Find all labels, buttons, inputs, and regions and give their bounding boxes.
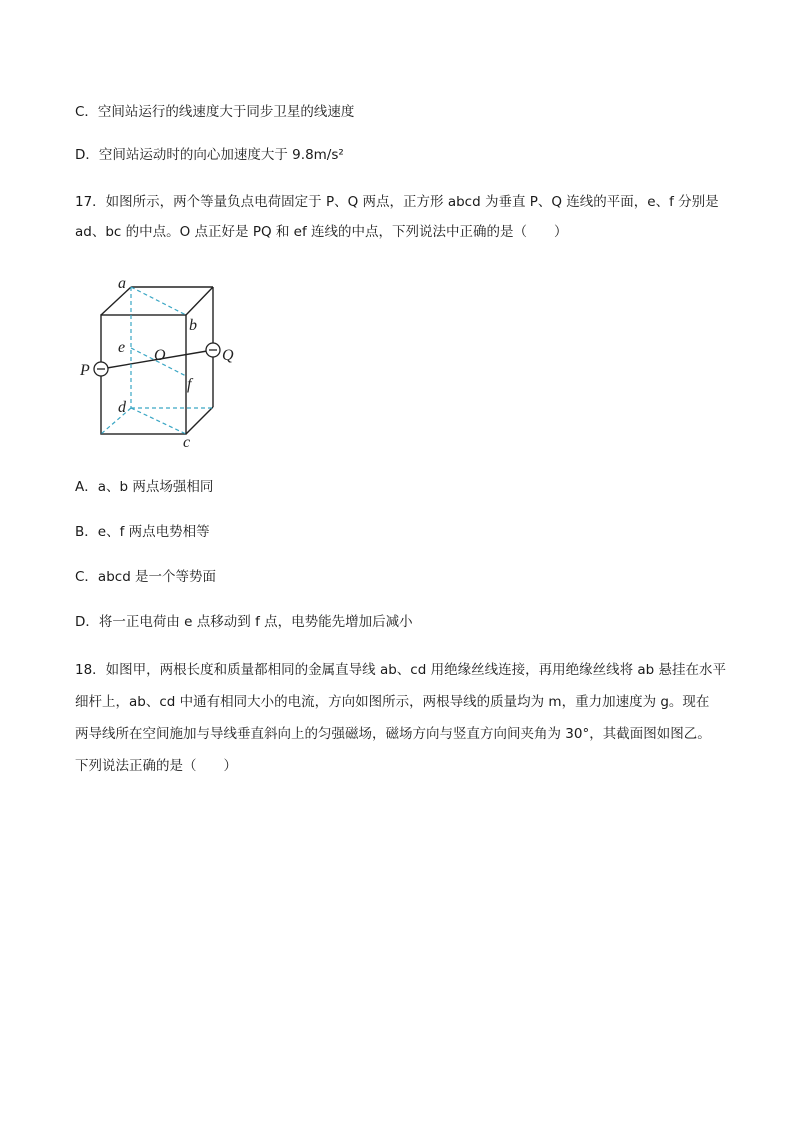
charge-p-icon xyxy=(94,362,108,376)
q17-stem-line1: 17．如图所示，两个等量负点电荷固定于 P、Q 两点，正方形 abcd 为垂直 P、Q 连线的平面，e、f 分别是 xyxy=(75,194,719,210)
q17-option-c: C．abcd 是一个等势面 xyxy=(75,569,217,585)
q18-stem-line4: 下列说法正确的是（ ） xyxy=(75,758,237,774)
label-f: f xyxy=(187,376,192,393)
label-c: c xyxy=(183,434,191,451)
q18-stem-line3: 两导线所在空间施加与导线垂直斜向上的匀强磁场，磁场方向与竖直方向间夹角为 30°，其截面图如图乙。 xyxy=(75,726,711,742)
q17-option-a: A．a、b 两点场强相同 xyxy=(75,479,214,495)
q18-stem-line1: 18．如图甲，两根长度和质量都相同的金属直导线 ab、cd 用绝缘丝线连接，再用绝缘丝线将 ab 悬挂在水平 xyxy=(75,662,727,678)
q16-option-d: D．空间站运动时的向心加速度大于 9.8m/s² xyxy=(75,147,344,163)
label-d: d xyxy=(118,399,126,416)
charge-q-icon xyxy=(206,343,220,357)
label-b: b xyxy=(189,317,197,334)
q17-option-b: B．e、f 两点电势相等 xyxy=(75,524,210,540)
label-p: P xyxy=(80,362,90,379)
label-a: a xyxy=(118,275,126,292)
label-e: e xyxy=(118,339,126,356)
q16-option-c: C．空间站运行的线速度大于同步卫星的线速度 xyxy=(75,104,355,120)
label-o: O xyxy=(154,347,166,364)
label-q: Q xyxy=(222,347,234,364)
q18-stem-line2: 细杆上，ab、cd 中通有相同大小的电流，方向如图所示，两根导线的质量均为 m，重力加速度为 g。现在 xyxy=(75,694,710,710)
q17-option-d: D．将一正电荷由 e 点移动到 f 点，电势能先增加后减小 xyxy=(75,614,413,630)
q17-stem-line2: ad、bc 的中点。O 点正好是 PQ 和 ef 连线的中点，下列说法中正确的是（ ） xyxy=(75,224,568,240)
